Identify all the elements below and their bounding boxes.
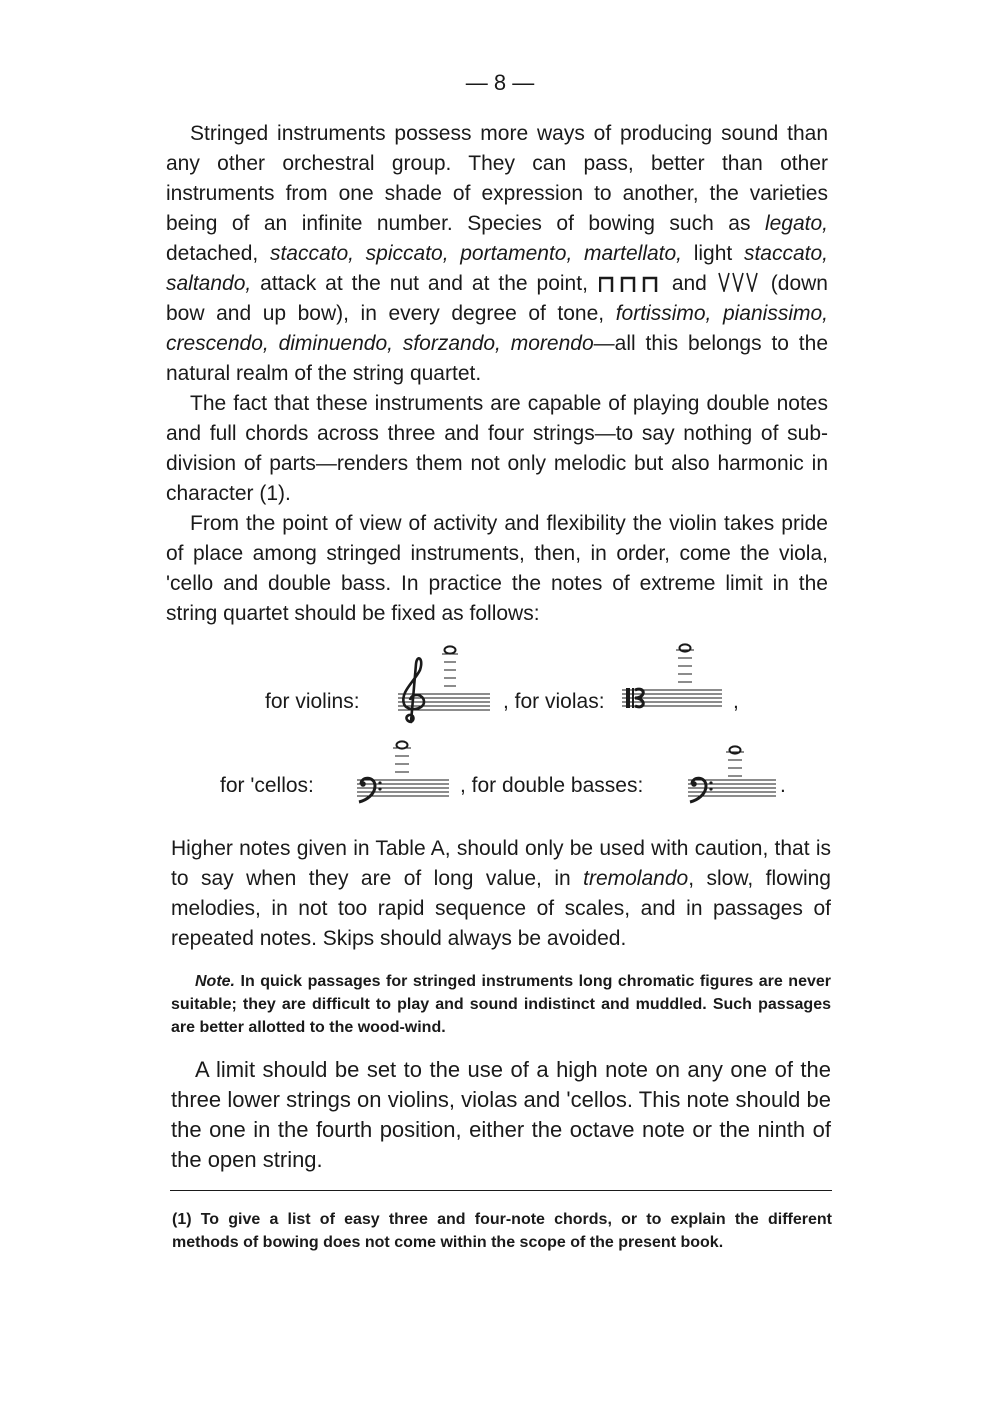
treble-clef-icon: [403, 658, 424, 722]
paragraph-2: [166, 389, 828, 509]
p1-italic-2: staccato, spiccato, portamento, martellato,: [269, 242, 683, 265]
p1-text-1: Stringed instruments possess more ways of producing sound than any other orchestral group. They can pass, better than other instruments from one shade of expression to another, the varieties being of an infinite number. Species of bowing such as: [166, 122, 828, 235]
page-number: — 8 —: [465, 70, 535, 95]
p1-text-3: light: [682, 242, 744, 265]
p4-text-2: , slow, flowing melodies, in not too rapid sequence of scales, and in passages of repeated notes. Skips should always be avoided.: [171, 867, 831, 950]
violin-staff: [392, 640, 492, 726]
p1-text-5: and: [671, 272, 707, 295]
label-violas: , for violas:: [503, 690, 605, 713]
cello-staff: [355, 738, 451, 804]
label-double-basses: , for double basses:: [460, 774, 644, 797]
footnote: (1) To give a list of easy three and four-note chords, or to explain the different methods of bowing does not come within the scope of the present book.: [172, 1211, 832, 1251]
paragraph-5: [171, 1055, 831, 1175]
double-bass-staff: [686, 738, 778, 804]
label-double-basses-end: .: [780, 774, 786, 797]
down-bow-icon: [599, 269, 661, 299]
label-violins: for violins:: [265, 690, 360, 713]
p1-italic-3: staccato, saltando,: [166, 242, 828, 295]
p1-text-6: (down bow and up bow), in every degree of tone,: [166, 272, 828, 325]
p2-text: The fact that these instruments are capable of playing double notes and full chords across three and four strings—to say nothing of sub-division of parts—renders them not only melodic but also harmonic in character (1).: [166, 392, 828, 505]
paragraph-3: [166, 509, 828, 629]
note-label: Note.: [195, 973, 235, 990]
label-violas-end: ,: [733, 690, 739, 713]
label-cellos: for 'cellos:: [220, 774, 314, 797]
paragraph-4: [171, 834, 831, 954]
p1-italic-1: legato,: [764, 212, 828, 235]
up-bow-icon: [718, 269, 760, 299]
p3-text: From the point of view of activity and flexibility the violin takes pride of place among stringed instruments, then, in order, come the viola, 'cello and double bass. In practice the notes of extreme limit in the string quartet should be fixed as follows:: [166, 512, 828, 625]
note-paragraph: [171, 970, 831, 1039]
p4-italic-1: tremolando: [583, 867, 689, 890]
p5-text: A limit should be set to the use of a high note on any one of the three lower strings on violins, violas and 'cellos. This note should be the one in the fourth position, either the octave note or the ninth of the open string.: [171, 1057, 831, 1172]
bass-clef-icon: [690, 778, 713, 802]
footnote-divider: [170, 1190, 832, 1191]
p1-italic-4: fortissimo, pianissimo, crescendo, diminuendo, sforzando, morendo: [166, 302, 828, 355]
p1-text-4: attack at the nut and at the point,: [251, 272, 588, 295]
bass-clef-icon: [359, 778, 382, 802]
note-text: In quick passages for stringed instruments long chromatic figures are never suitable; they are difficult to play and sound indistinct and muddled. Such passages are better allotted to the wood-wind.: [171, 973, 831, 1036]
p1-text-2: detached,: [166, 242, 270, 265]
viola-staff: [620, 640, 724, 726]
paragraph-1: [166, 119, 828, 389]
p1-text-7: —all this belongs to the natural realm of the string quartet.: [166, 332, 828, 385]
p4-text-1: Higher notes given in Table A, should only be used with caution, that is to say when they are of long value, in: [171, 837, 831, 890]
